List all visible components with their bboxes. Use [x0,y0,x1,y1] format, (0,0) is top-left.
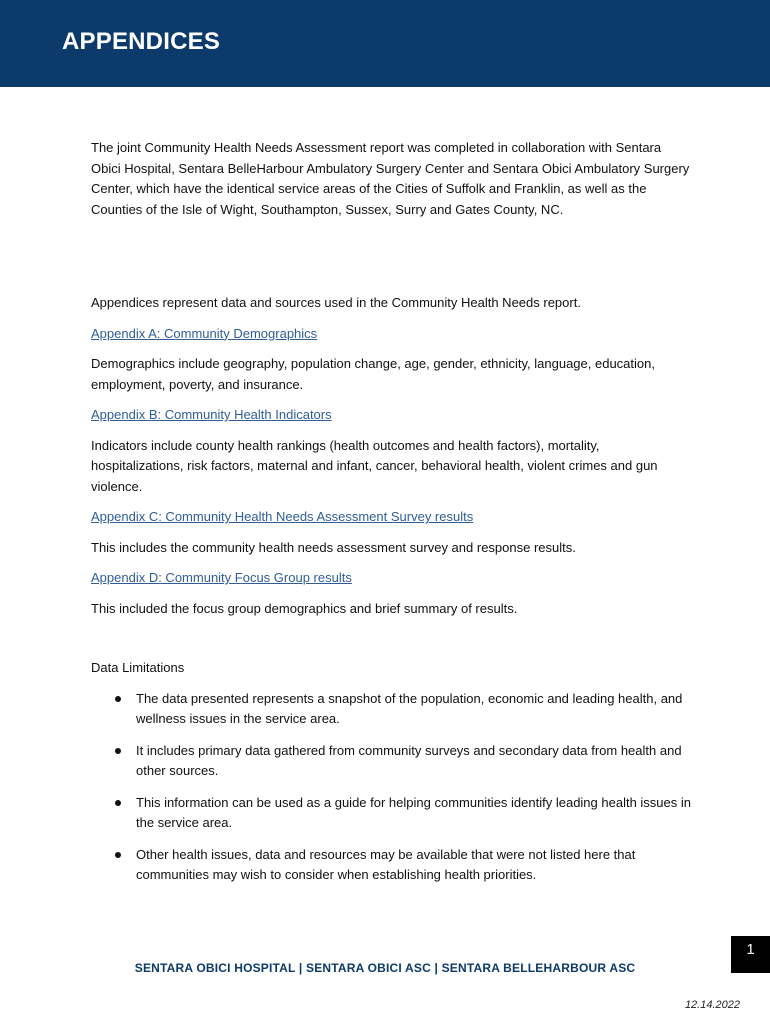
appendices-intro: Appendices represent data and sources used in the Community Health Needs report. [91,295,581,310]
appendix-d-link[interactable]: Appendix D: Community Focus Group results [91,570,352,585]
list-item-text: It includes primary data gathered from community surveys and secondary data from health and other sources. [136,742,682,778]
main-content [91,138,691,897]
list-item [91,845,691,886]
appendix-a [91,324,691,396]
footer-banner: SENTARA OBICI HOSPITAL | SENTARA OBICI ASC | SENTARA BELLEHARBOUR ASC [134,961,636,975]
data-limitations-title: Data Limitations [91,660,185,675]
page-header [0,0,770,87]
appendix-d [91,568,691,619]
bullet-icon [115,696,121,702]
list-item-text: Other health issues, data and resources may be available that were not listed here that communities may wish to consider when establishing health priorities. [136,846,636,882]
appendix-b [91,405,691,497]
page-title: APPENDICES [62,28,221,55]
appendix-c-description: This includes the community health needs assessment survey and response results. [91,539,576,555]
data-limitations-list [91,689,691,886]
bullet-icon [115,800,121,806]
list-item [91,793,691,834]
list-item [91,689,691,730]
appendix-c-link[interactable]: Appendix C: Community Health Needs Assessment Survey results [91,509,474,524]
list-item-text: This information can be used as a guide for helping communities identify leading health issues in the service area. [136,794,691,830]
appendix-d-description: This included the focus group demographics and brief summary of results. [91,600,518,616]
bullet-icon [115,748,121,754]
appendix-c [91,507,691,558]
intro-paragraph: The joint Community Health Needs Assessment report was completed in collaboration with Sentara Obici Hospital, Sentara BelleHarbour Ambulatory Surgery Center and Sentara Obici Ambulatory Surgery Center, which have the identical service areas of the Cities of Suffolk and Franklin, as well as the Counties of the Isle of Wight, Southampton, Sussex, Surry and Gates County, NC. [91,140,690,217]
appendix-b-description: Indicators include county health rankings (health outcomes and health factors), mortality, hospitalizations, risk factors, maternal and infant, cancer, behavioral health, violent crimes and gun violence. [91,437,658,494]
appendix-a-description: Demographics include geography, population change, age, gender, ethnicity, language, education, employment, poverty, and insurance. [91,356,655,392]
footer-date: 12.14.2022 [684,999,740,1011]
page-number: 1 [731,936,770,973]
appendix-b-link[interactable]: Appendix B: Community Health Indicators [91,407,332,422]
bullet-icon [115,852,121,858]
appendix-a-link[interactable]: Appendix A: Community Demographics [91,325,318,341]
list-item [91,741,691,782]
list-item-text: The data presented represents a snapshot of the population, economic and leading health, and wellness issues in the service area. [136,690,683,726]
